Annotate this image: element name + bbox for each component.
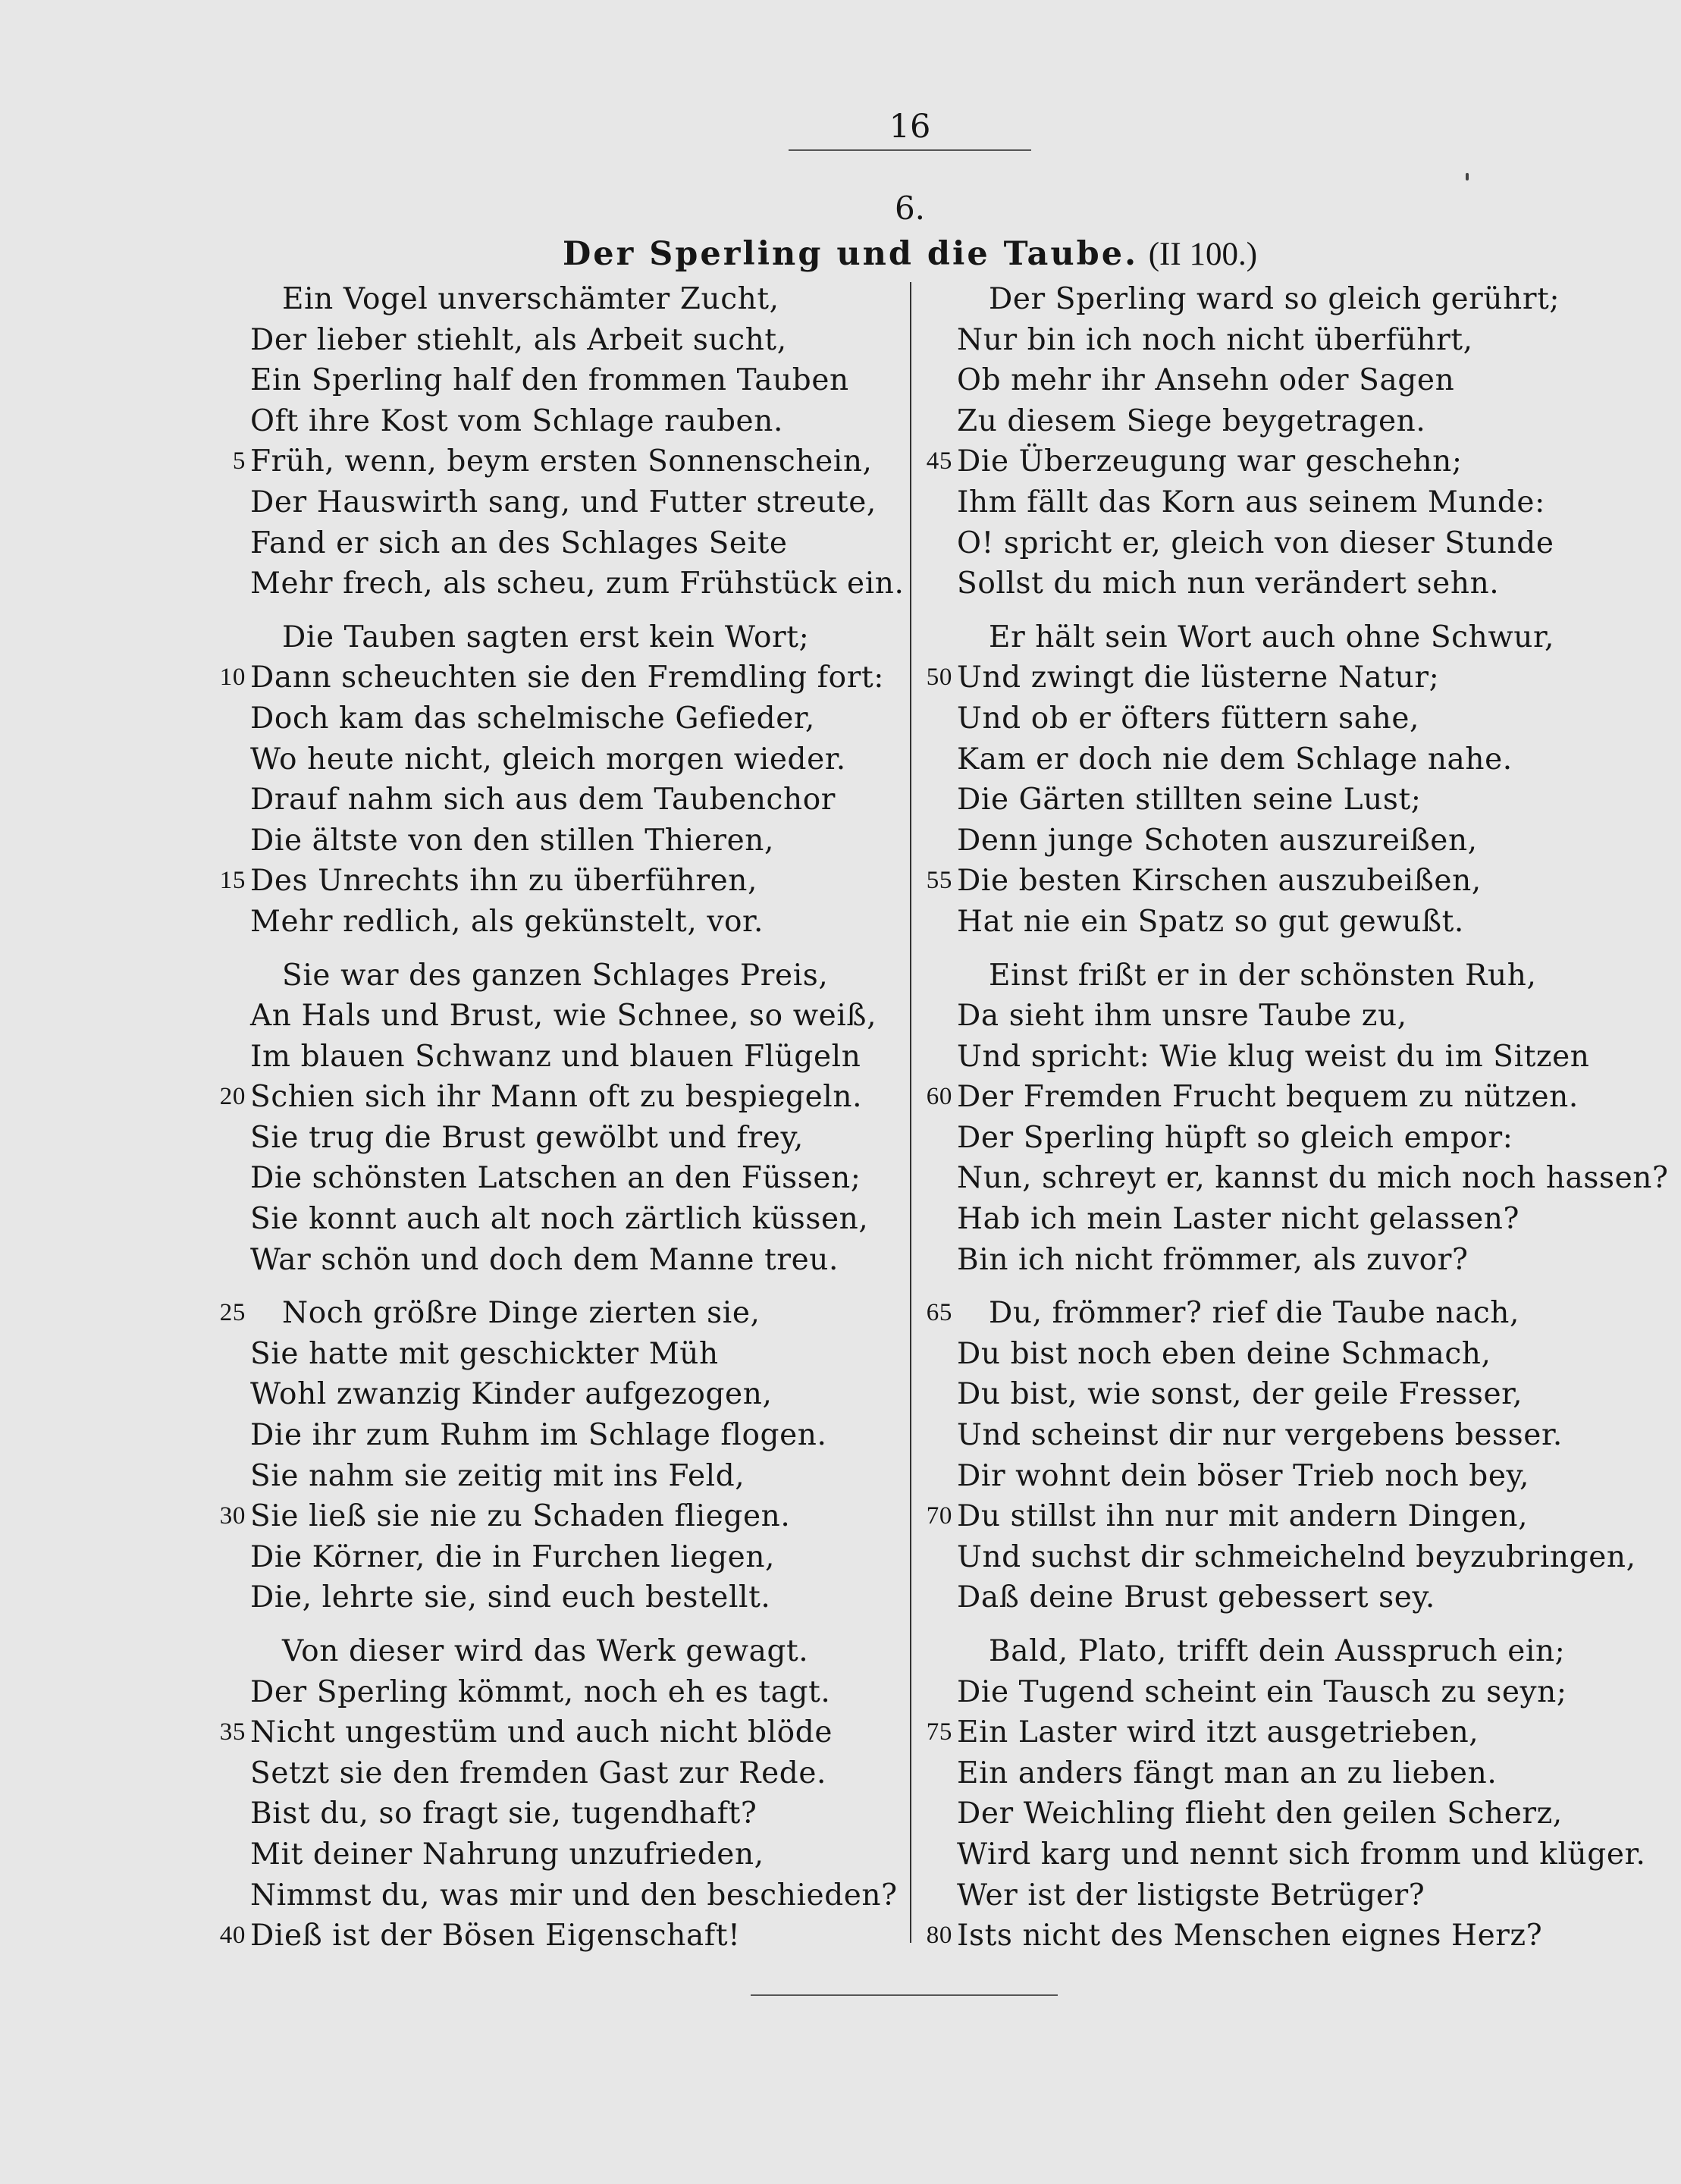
verse-line xyxy=(250,739,902,780)
verse-line xyxy=(219,1496,902,1537)
verse-text: Der Sperling hüpft so gleich empor: xyxy=(957,1120,1513,1155)
verse-line xyxy=(250,1037,902,1078)
verse-text: Fand er sich an des Schlages Seite xyxy=(250,526,788,560)
verse-line xyxy=(926,441,1609,482)
verse-line xyxy=(250,1118,902,1159)
verse-text: Er hält sein Wort auch ohne Schwur, xyxy=(989,620,1554,654)
verse-line xyxy=(957,1672,1609,1713)
verse-line xyxy=(957,401,1609,442)
verse-text: Sie war des ganzen Schlages Preis, xyxy=(282,958,829,993)
verse-line xyxy=(250,1537,902,1578)
verse-text: Dann scheuchten sie den Fremdling fort: xyxy=(250,661,885,695)
verse-line xyxy=(957,780,1609,821)
verse-line xyxy=(250,956,902,996)
verse-line xyxy=(250,1577,902,1618)
verse-line xyxy=(250,1240,902,1281)
verse-text: Da sieht ihm unsre Taube zu, xyxy=(957,999,1407,1034)
verse-text: Sie konnt auch alt noch zärtlich küssen, xyxy=(250,1202,869,1237)
stanza xyxy=(926,617,1609,943)
verse-line xyxy=(957,698,1609,739)
verse-text: Wird karg und nennt sich fromm und klüger. xyxy=(957,1837,1646,1872)
verse-text: Die Überzeugung war geschehn; xyxy=(957,444,1463,479)
stanza xyxy=(926,956,1669,1281)
verse-line xyxy=(250,523,902,564)
verse-line xyxy=(219,657,902,698)
verse-line xyxy=(250,279,902,320)
verse-line xyxy=(957,1037,1609,1078)
verse-text: Der Hauswirth sang, und Futter streute, xyxy=(250,485,877,519)
line-number: 40 xyxy=(219,1922,246,1950)
verse-line xyxy=(926,1916,1609,1956)
line-number: 55 xyxy=(926,867,952,895)
verse-line xyxy=(957,902,1609,943)
verse-line xyxy=(219,1916,902,1956)
verse-text: Sie trug die Brust gewölbt und frey, xyxy=(250,1120,804,1155)
verse-text: Die Gärten stillten seine Lust; xyxy=(957,783,1422,817)
verse-text: Du, frömmer? rief die Taube nach, xyxy=(989,1296,1519,1331)
verse-text: Die Tauben sagten erst kein Wort; xyxy=(282,620,810,654)
verse-text: Sie hatte mit geschickter Müh xyxy=(250,1336,719,1371)
verse-line xyxy=(957,1834,1646,1875)
verse-text: Ihm fällt das Korn aus seinem Munde: xyxy=(957,485,1545,519)
verse-text: Nur bin ich noch nicht überführt, xyxy=(957,322,1473,357)
verse-line xyxy=(957,821,1609,861)
verse-text: Der Weichling flieht den geilen Scherz, xyxy=(957,1796,1563,1831)
verse-text: Setzt sie den fremden Gast zur Rede. xyxy=(250,1756,826,1790)
stanza xyxy=(926,1293,1636,1618)
verse-line xyxy=(957,617,1609,658)
verse-line xyxy=(250,482,902,523)
verse-text: Und scheinst dir nur vergebens besser. xyxy=(957,1418,1563,1453)
verse-text: Und suchst dir schmeichelnd beyzubringen, xyxy=(957,1539,1636,1574)
verse-text: Sie ließ sie nie zu Schaden fliegen. xyxy=(250,1499,791,1534)
verse-text: Schien sich ihr Mann oft zu bespiegeln. xyxy=(250,1080,863,1115)
verse-text: Ein Sperling half den frommen Tauben xyxy=(250,363,849,398)
line-number: 60 xyxy=(926,1083,952,1111)
stanza xyxy=(926,1631,1646,1956)
verse-text: Wer ist der listigste Betrüger? xyxy=(957,1878,1425,1913)
verse-text: Der Fremden Frucht bequem zu nützen. xyxy=(957,1080,1579,1115)
verse-line xyxy=(219,861,902,902)
verse-line xyxy=(957,739,1609,780)
verse-text: Dieß ist der Bösen Eigenschaft! xyxy=(250,1919,741,1953)
verse-line xyxy=(219,1712,902,1753)
verse-line xyxy=(250,1199,902,1240)
verse-text: Im blauen Schwanz und blauen Flügeln xyxy=(250,1039,861,1074)
poem-title xyxy=(455,235,1365,273)
verse-line xyxy=(926,657,1609,698)
verse-text: Von dieser wird das Werk gewagt. xyxy=(282,1634,809,1668)
verse-text: Ists nicht des Menschen eignes Herz? xyxy=(957,1919,1543,1953)
verse-line xyxy=(957,1199,1609,1240)
verse-line xyxy=(232,441,902,482)
verse-line xyxy=(250,1334,902,1375)
verse-text: O! spricht er, gleich von dieser Stunde xyxy=(957,526,1554,560)
verse-line xyxy=(219,1293,902,1334)
verse-text: Bald, Plato, trifft dein Ausspruch ein; xyxy=(989,1634,1566,1668)
verse-text: Wohl zwanzig Kinder aufgezogen, xyxy=(250,1377,773,1412)
verse-text: Hat nie ein Spatz so gut gewußt. xyxy=(957,904,1464,939)
verse-line xyxy=(250,1374,902,1415)
verse-text: Mehr frech, als scheu, zum Frühstück ein. xyxy=(250,566,905,601)
stanza xyxy=(926,279,1609,604)
verse-line xyxy=(250,1672,902,1713)
line-number: 30 xyxy=(219,1502,246,1530)
verse-line xyxy=(957,996,1609,1037)
verse-line xyxy=(926,1077,1609,1118)
verse-text: Kam er doch nie dem Schlage nahe. xyxy=(957,742,1513,777)
verse-text: Ein Laster wird itzt ausgetrieben, xyxy=(957,1715,1479,1750)
verse-line xyxy=(250,1158,902,1199)
verse-line xyxy=(250,902,902,943)
verse-line xyxy=(957,1456,1609,1497)
verse-line xyxy=(957,1537,1636,1578)
verse-text: Die schönsten Latschen an den Füssen; xyxy=(250,1161,861,1196)
line-number: 35 xyxy=(219,1718,246,1746)
verse-text: Ein Vogel unverschämter Zucht, xyxy=(282,282,779,316)
verse-text: An Hals und Brust, wie Schnee, so weiß, xyxy=(250,999,877,1034)
verse-line xyxy=(219,1077,902,1118)
verse-text: Nimmst du, was mir und den beschieden? xyxy=(250,1878,898,1913)
line-number: 45 xyxy=(926,447,952,475)
verse-line xyxy=(250,1456,902,1497)
verse-line xyxy=(957,1118,1609,1159)
verse-line xyxy=(957,1334,1609,1375)
verse-text: Du stillst ihn nur mit andern Dingen, xyxy=(957,1499,1529,1534)
verse-text: Bin ich nicht frömmer, als zuvor? xyxy=(957,1242,1469,1277)
verse-text: Noch größre Dinge zierten sie, xyxy=(282,1296,761,1331)
line-number: 65 xyxy=(926,1299,952,1327)
right-column xyxy=(926,279,1669,1956)
verse-text: Ein anders fängt man an zu lieben. xyxy=(957,1756,1498,1790)
verse-text: Der Sperling ward so gleich gerührt; xyxy=(989,282,1560,316)
verse-text: Nicht ungestüm und auch nicht blöde xyxy=(250,1715,833,1750)
verse-text: Die Körner, die in Furchen liegen, xyxy=(250,1539,776,1574)
verse-text: Und ob er öfters füttern sahe, xyxy=(957,701,1420,736)
verse-text: Du bist noch eben deine Schmach, xyxy=(957,1336,1491,1371)
verse-line xyxy=(957,279,1609,320)
verse-line xyxy=(957,1875,1609,1916)
poem-title-reference: (II 100.) xyxy=(1148,237,1258,272)
verse-text: Mit deiner Nahrung unzufrieden, xyxy=(250,1837,764,1872)
verse-line xyxy=(250,821,902,861)
verse-text: Drauf nahm sich aus dem Taubenchor xyxy=(250,783,836,817)
verse-line xyxy=(957,482,1609,523)
line-number: 80 xyxy=(926,1922,952,1950)
verse-line xyxy=(250,617,902,658)
stanza xyxy=(219,617,902,943)
verse-text: Des Unrechts ihn zu überführen, xyxy=(250,864,757,899)
verse-line xyxy=(957,320,1609,361)
verse-line xyxy=(957,1631,1609,1672)
paper-speck xyxy=(1466,173,1469,180)
verse-text: Hab ich mein Laster nicht gelassen? xyxy=(957,1202,1519,1237)
verse-line xyxy=(250,1793,902,1834)
verse-text: Doch kam das schelmische Gefieder, xyxy=(250,701,815,736)
verse-line xyxy=(957,1793,1609,1834)
verse-text: Sollst du mich nun verändert sehn. xyxy=(957,566,1500,601)
verse-text: Früh, wenn, beym ersten Sonnenschein, xyxy=(250,444,873,479)
verse-text: Dir wohnt dein böser Trieb noch bey, xyxy=(957,1458,1529,1493)
verse-line xyxy=(957,956,1609,996)
verse-text: Oft ihre Kost vom Schlage rauben. xyxy=(250,403,783,438)
verse-text: Mehr redlich, als gekünstelt, vor. xyxy=(250,904,764,939)
line-number: 5 xyxy=(232,447,246,475)
verse-line xyxy=(957,1577,1609,1618)
verse-text: Die ältste von den stillen Thieren, xyxy=(250,823,774,858)
verse-line xyxy=(926,1712,1609,1753)
verse-line xyxy=(250,1631,902,1672)
verse-line xyxy=(957,1415,1609,1456)
verse-text: Wo heute nicht, gleich morgen wieder. xyxy=(250,742,846,777)
verse-line xyxy=(250,1875,902,1916)
verse-text: Die besten Kirschen auszubeißen, xyxy=(957,864,1482,899)
verse-text: Der lieber stiehlt, als Arbeit sucht, xyxy=(250,322,787,357)
verse-line xyxy=(250,360,902,401)
verse-text: Und zwingt die lüsterne Natur; xyxy=(957,661,1440,695)
page-number: 16 xyxy=(889,108,931,146)
poem-number: 6. xyxy=(894,190,926,227)
line-number: 20 xyxy=(219,1083,246,1111)
verse-text: Ob mehr ihr Ansehn oder Sagen xyxy=(957,363,1455,398)
header-rule xyxy=(789,149,1031,151)
verse-text: War schön und doch dem Manne treu. xyxy=(250,1242,839,1277)
verse-line xyxy=(250,401,902,442)
verse-line xyxy=(957,1158,1669,1199)
verse-text: Die, lehrte sie, sind euch bestellt. xyxy=(250,1580,771,1615)
verse-text: Der Sperling kömmt, noch eh es tagt. xyxy=(250,1674,831,1709)
verse-line xyxy=(250,320,902,361)
verse-line xyxy=(250,563,905,604)
verse-line xyxy=(957,1240,1609,1281)
verse-text: Die Tugend scheint ein Tausch zu seyn; xyxy=(957,1674,1567,1709)
verse-line xyxy=(957,1374,1609,1415)
verse-text: Denn junge Schoten auszureißen, xyxy=(957,823,1478,858)
line-number: 50 xyxy=(926,664,952,692)
line-number: 75 xyxy=(926,1718,952,1746)
verse-line xyxy=(957,563,1609,604)
poem-title-text: Der Sperling und die Taube. xyxy=(562,235,1139,273)
verse-line xyxy=(250,1415,902,1456)
line-number: 10 xyxy=(219,664,246,692)
verse-line xyxy=(926,861,1609,902)
verse-text: Nun, schreyt er, kannst du mich noch hassen? xyxy=(957,1161,1669,1196)
verse-text: Bist du, so fragt sie, tugendhaft? xyxy=(250,1796,757,1831)
verse-text: Sie nahm sie zeitig mit ins Feld, xyxy=(250,1458,745,1493)
stanza xyxy=(219,1631,902,1956)
footer-rule xyxy=(751,1994,1058,1996)
stanza xyxy=(219,956,902,1281)
left-column xyxy=(219,279,905,1956)
verse-line xyxy=(250,698,902,739)
verse-text: Und spricht: Wie klug weist du im Sitzen xyxy=(957,1039,1590,1074)
verse-line xyxy=(250,1834,902,1875)
verse-text: Zu diesem Siege beygetragen. xyxy=(957,403,1426,438)
verse-line xyxy=(250,1753,902,1794)
verse-text: Die ihr zum Ruhm im Schlage flogen. xyxy=(250,1418,827,1453)
verse-text: Einst frißt er in der schönsten Ruh, xyxy=(989,958,1537,993)
stanza xyxy=(219,1293,902,1618)
verse-line xyxy=(957,523,1609,564)
verse-line xyxy=(250,996,902,1037)
line-number: 15 xyxy=(219,867,246,895)
verse-line xyxy=(926,1293,1609,1334)
line-number: 25 xyxy=(219,1299,246,1327)
verse-line xyxy=(250,780,902,821)
line-number: 70 xyxy=(926,1502,952,1530)
stanza xyxy=(232,279,905,604)
verse-line xyxy=(957,360,1609,401)
verse-text: Du bist, wie sonst, der geile Fresser, xyxy=(957,1377,1523,1412)
verse-text: Daß deine Brust gebessert sey. xyxy=(957,1580,1435,1615)
verse-line xyxy=(957,1753,1609,1794)
verse-line xyxy=(926,1496,1609,1537)
